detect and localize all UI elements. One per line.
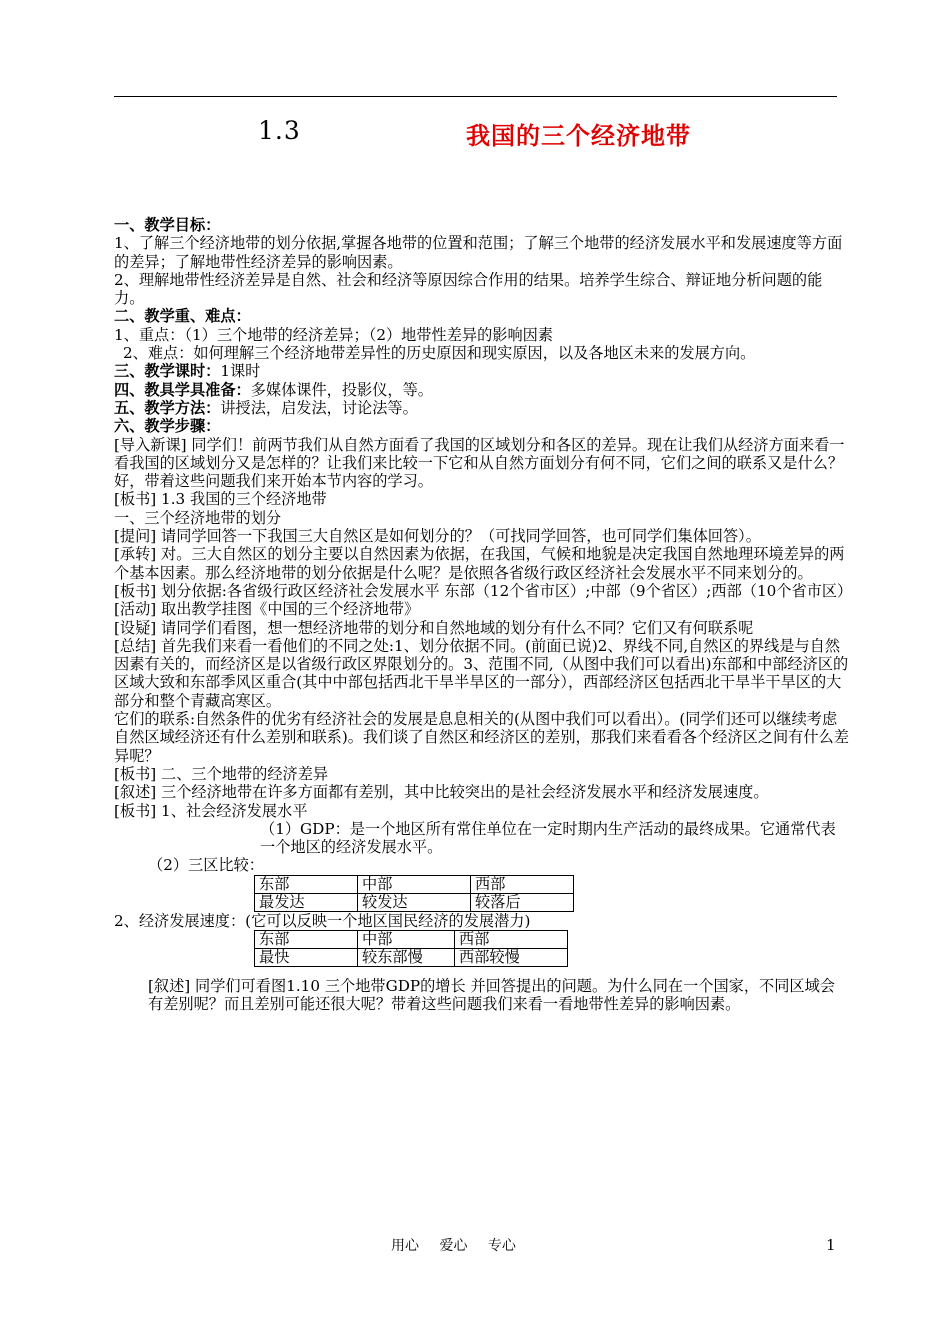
table-row bbox=[255, 875, 574, 893]
growth-speed-label: 2、经济发展速度：(它可以反映一个地区国民经济的发展潜力) bbox=[114, 911, 531, 930]
step-paragraph: [板书] 1.3 我国的三个经济地带 bbox=[114, 490, 327, 509]
document-body bbox=[114, 216, 853, 1014]
table-row bbox=[255, 893, 574, 911]
table-cell: 中部 bbox=[358, 875, 471, 893]
header-rule bbox=[114, 96, 837, 97]
table-cell: 最快 bbox=[255, 948, 358, 966]
footer-word: 专心 bbox=[487, 1238, 516, 1254]
table-cell: 西部 bbox=[455, 930, 568, 948]
closing-paragraph: [叙述] 同学们可看图1.10 三个地带GDP的增长 并回答提出的问题。为什么同在一个国家，不同区域会有差别呢？而且差别可能还很大呢？带着这些问题我们来看一看地带性差异的影响因素。 bbox=[148, 976, 835, 1014]
difficult-point: 2、难点：如何理解三个经济地带差异性的历史原因和现实原因，以及各地区未来的发展方向。 bbox=[123, 344, 756, 363]
heading-class-hours: 三、教学课时： bbox=[114, 362, 221, 381]
step-paragraph: [板书] 二、三个地带的经济差异 bbox=[114, 764, 329, 783]
heading-steps: 六、教学步骤： bbox=[114, 417, 221, 436]
step-paragraph: [板书] 1、社会经济发展水平 bbox=[114, 801, 308, 820]
page-number: 1 bbox=[826, 1236, 836, 1254]
objective-2: 2、理解地带性经济差异是自然、社会和经济等原因综合作用的结果。培养学生综合、辩证地分析问题的能力。 bbox=[114, 270, 823, 308]
table-cell: 西部 bbox=[471, 875, 574, 893]
page-title: 我国的三个经济地带 bbox=[466, 121, 691, 150]
footer-word: 爱心 bbox=[439, 1238, 468, 1254]
objective-1: 1、了解三个经济地带的划分依据,掌握各地带的位置和范围；了解三个地带的经济发展水平和发展速度等方面的差异；了解地带性经济差异的影响因素。 bbox=[114, 234, 843, 271]
table-row bbox=[255, 948, 568, 966]
gdp-definition: （1）GDP：是一个地区所有常住单位在一定时期内生产活动的最终成果。它通常代表一个地区的经济发展水平。 bbox=[260, 819, 836, 857]
step-paragraph: 一、三个经济地带的划分 bbox=[114, 508, 282, 527]
growth-speed-table bbox=[254, 930, 568, 967]
page-footer bbox=[391, 1235, 532, 1255]
table-cell: 中部 bbox=[358, 930, 455, 948]
step-paragraph: [设疑] 请同学们看图，想一想经济地带的划分和自然地域的划分有什么不同？它们又有何联系呢 bbox=[114, 618, 754, 637]
step-paragraph: [总结] 首先我们来看一看他们的不同之处:1、划分依据不同。(前面已说)2、界线不同,自然区的界线是与自然因素有关的，而经济区是以省级行政区界限划分的。3、范围不同,（从图中我们可以看出)东部和中部经济区的区域大致和东部季风区重合(其中中部包括西北干旱半旱区的一部分），西部经济区包括西北干旱半干旱区的大部分和整个青藏高寒区。 bbox=[114, 636, 849, 710]
table-row bbox=[255, 930, 568, 948]
section-number: 1.3 bbox=[258, 116, 301, 145]
methods-line bbox=[114, 399, 850, 417]
table-cell: 较落后 bbox=[471, 893, 574, 911]
step-paragraph: [承转] 对。三大自然区的划分主要以自然因素为依据，在我国，气候和地貌是决定我国自然地理环境差异的两个基本因素。那么经济地带的划分依据是什么呢？是依照各省级行政区经济社会发展水平不同来划分的。 bbox=[114, 545, 845, 582]
comparison-label: （2）三区比较： bbox=[148, 856, 264, 875]
methods-value: 讲授法，启发法，讨论法等。 bbox=[220, 398, 418, 417]
table-cell: 较发达 bbox=[358, 893, 471, 911]
heading-tools: 四、教具学具准备： bbox=[114, 380, 251, 399]
development-level-table bbox=[254, 875, 574, 912]
table-cell: 东部 bbox=[255, 875, 358, 893]
step-paragraph: [提问] 请同学回答一下我国三大自然区是如何划分的？（可找同学回答，也可同学们集体回答）。 bbox=[114, 527, 761, 546]
heading-objectives: 一、教学目标： bbox=[114, 216, 221, 234]
tools-value: 多媒体课件，投影仪，等。 bbox=[250, 380, 433, 399]
heading-methods: 五、教学方法： bbox=[114, 398, 221, 417]
footer-word: 用心 bbox=[391, 1238, 419, 1254]
tools-line bbox=[114, 381, 850, 399]
step-paragraph: [板书] 划分依据:各省级行政区经济社会发展水平 东部（12个省市区）;中部（9个省区）;西部（10个省市区） bbox=[114, 581, 853, 600]
step-paragraph: [活动] 取出教学挂图《中国的三个经济地带》 bbox=[114, 600, 420, 619]
step-paragraph: 它们的联系:自然条件的优劣有经济社会的发展是息息相关的(从图中我们可以看出）。(同学们还可以继续考虑自然区域经济还有什么差别和联系)。我们谈了自然区和经济区的差别，那我们来看看各个经济区之间有什么差异呢？ bbox=[114, 710, 849, 765]
step-paragraph: [导入新课] 同学们！前两节我们从自然方面看了我国的区域划分和各区的差异。现在让我们从经济方面来看一看我国的区域划分又是怎样的？让我们来比较一下它和从自然方面划分有何不同，它们之间的联系又是什么？好，带着这些问题我们来开始本节内容的学习。 bbox=[114, 435, 845, 491]
key-point: 1、重点：（1）三个地带的经济差异；（2）地带性差异的影响因素 bbox=[114, 325, 554, 344]
table-cell: 东部 bbox=[255, 930, 358, 948]
class-hours-value: 1课时 bbox=[220, 362, 261, 381]
table-cell: 最发达 bbox=[255, 893, 358, 911]
step-paragraph: [叙述] 三个经济地带在许多方面都有差别，其中比较突出的是社会经济发展水平和经济发展速度。 bbox=[114, 783, 769, 802]
table-cell: 较东部慢 bbox=[358, 948, 455, 966]
heading-key-points: 二、教学重、难点： bbox=[114, 307, 251, 326]
class-hours-line bbox=[114, 362, 850, 380]
table-cell: 西部较慢 bbox=[455, 948, 568, 966]
